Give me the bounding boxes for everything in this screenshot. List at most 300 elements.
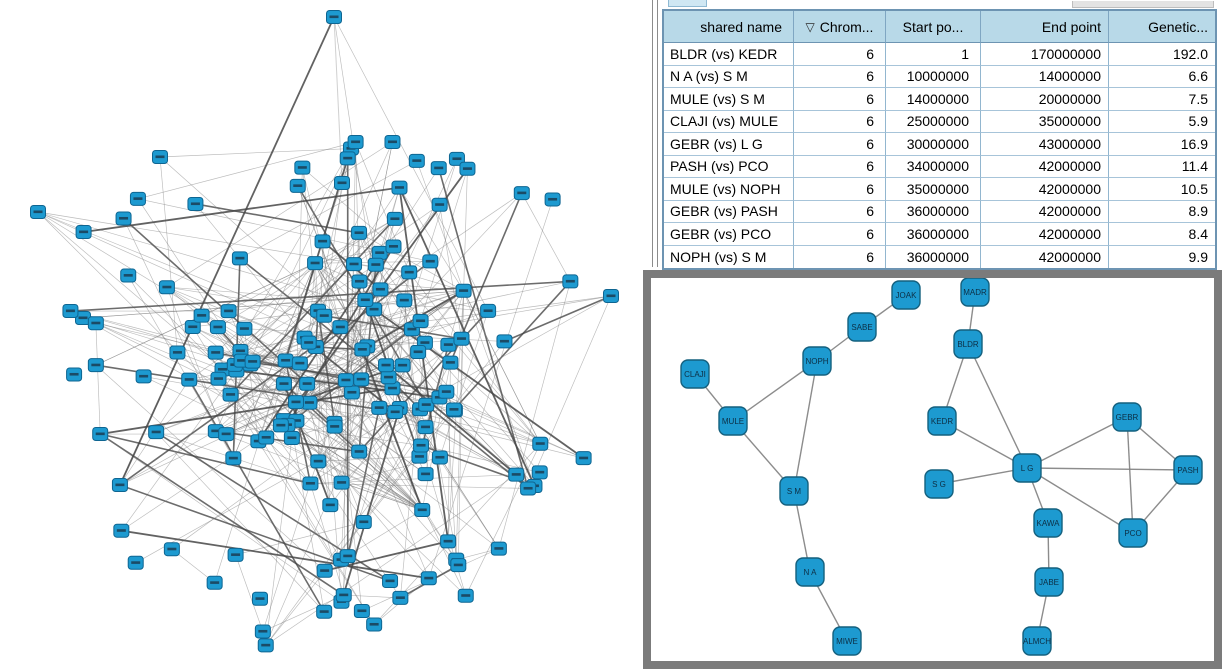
overview-node[interactable] <box>497 335 512 348</box>
overview-node[interactable] <box>208 346 223 359</box>
node-label-smudge <box>386 580 395 583</box>
table-cell: 5.9 <box>1109 111 1215 134</box>
node-label-smudge <box>343 157 352 160</box>
network-node[interactable] <box>925 470 953 498</box>
node-label-smudge <box>167 548 176 551</box>
overview-node[interactable] <box>327 11 342 24</box>
node-label-smudge <box>66 310 75 313</box>
node-label-smudge <box>350 263 359 266</box>
node-label-smudge <box>391 411 400 414</box>
overview-node[interactable] <box>367 618 382 631</box>
node-label-smudge <box>330 16 339 19</box>
overview-node[interactable] <box>76 226 91 239</box>
overview-node[interactable] <box>31 206 46 219</box>
node-label-smudge <box>416 319 425 322</box>
node-label-smudge <box>535 471 544 474</box>
overview-node[interactable] <box>393 591 408 604</box>
node-label-smudge <box>96 433 105 436</box>
overview-node[interactable] <box>112 479 127 492</box>
overview-node[interactable] <box>481 304 496 317</box>
node-label: PCO <box>1124 529 1142 539</box>
table-cell: 35000000 <box>886 178 981 201</box>
network-node[interactable] <box>1035 568 1063 596</box>
table-cell: 14000000 <box>886 88 981 111</box>
table-cell: 8.4 <box>1109 223 1215 246</box>
overview-edge <box>454 410 516 475</box>
table-cell: 1 <box>886 43 981 66</box>
overview-node[interactable] <box>114 524 129 537</box>
table-row[interactable] <box>664 88 1215 111</box>
table-cell: 6 <box>794 111 886 134</box>
node-label-smudge <box>162 286 171 289</box>
overview-node[interactable] <box>411 345 426 358</box>
overview-node[interactable] <box>273 419 288 432</box>
detail-network-canvas[interactable] <box>651 278 1214 661</box>
overview-node[interactable] <box>383 575 398 588</box>
overview-node[interactable] <box>354 373 369 386</box>
node-label-smudge <box>579 457 588 460</box>
overview-node[interactable] <box>352 445 367 458</box>
node-label: NOPH <box>805 357 829 367</box>
node-label-smudge <box>343 555 352 558</box>
node-label-smudge <box>484 309 493 312</box>
overview-node[interactable] <box>340 152 355 165</box>
overview-node[interactable] <box>93 428 108 441</box>
node-label-smudge <box>214 377 223 380</box>
node-label-smudge <box>355 450 364 453</box>
overview-node[interactable] <box>258 639 273 652</box>
node-label-smudge <box>357 378 366 381</box>
overview-node[interactable] <box>509 468 524 481</box>
overview-node[interactable] <box>432 198 447 211</box>
node-label-smudge <box>295 362 304 365</box>
table-cell: 6 <box>794 66 886 89</box>
overview-node[interactable] <box>288 396 303 409</box>
table-cell: PASH (vs) PCO <box>664 156 794 179</box>
table-cell: 42000000 <box>981 156 1109 179</box>
network-node[interactable] <box>803 347 831 375</box>
overview-node[interactable] <box>335 177 350 190</box>
overview-node[interactable] <box>423 255 438 268</box>
overview-node[interactable] <box>302 396 317 409</box>
overview-node[interactable] <box>355 343 370 356</box>
overview-node[interactable] <box>358 293 373 306</box>
node-label-smudge <box>370 623 379 626</box>
node-label-smudge <box>395 186 404 189</box>
table-cell: 6 <box>794 88 886 111</box>
overview-node[interactable] <box>395 359 410 372</box>
node-label-smudge <box>459 289 468 292</box>
overview-node[interactable] <box>136 370 151 383</box>
node-label-smudge <box>91 322 100 325</box>
overview-edge <box>417 161 464 291</box>
overview-node[interactable] <box>301 336 316 349</box>
overview-node[interactable] <box>545 193 560 206</box>
node-label-smudge <box>382 364 391 367</box>
overview-node[interactable] <box>308 257 323 270</box>
network-edge[interactable] <box>1027 468 1188 470</box>
network-node[interactable] <box>954 330 982 358</box>
overview-node[interactable] <box>252 592 267 605</box>
overview-node[interactable] <box>130 192 145 205</box>
table-cell: GEBR (vs) PCO <box>664 223 794 246</box>
table-row[interactable] <box>664 223 1215 246</box>
table-cell: NOPH (vs) S M <box>664 246 794 269</box>
node-label-smudge <box>500 340 509 343</box>
node-label-smudge <box>351 141 360 144</box>
overview-node[interactable] <box>223 388 238 401</box>
overview-node[interactable] <box>576 452 591 465</box>
panel-splitter[interactable] <box>652 0 658 267</box>
node-label-smudge <box>435 456 444 459</box>
overview-node[interactable] <box>315 235 330 248</box>
node-label-smudge <box>370 308 379 311</box>
node-label-smudge <box>133 197 142 200</box>
overview-node[interactable] <box>194 309 209 322</box>
overview-node[interactable] <box>402 266 417 279</box>
overview-node[interactable] <box>456 284 471 297</box>
node-label-smudge <box>235 257 244 260</box>
network-node[interactable] <box>1174 456 1202 484</box>
overview-node[interactable] <box>446 403 461 416</box>
node-label-smudge <box>420 341 429 344</box>
overview-node[interactable] <box>387 212 402 225</box>
horizontal-scrollbar-fragment[interactable] <box>1072 1 1214 8</box>
node-label-smudge <box>444 343 453 346</box>
table-row[interactable] <box>664 43 1215 66</box>
overview-node[interactable] <box>381 371 396 384</box>
node-label-smudge <box>197 314 206 317</box>
overview-node[interactable] <box>532 466 547 479</box>
overview-node[interactable] <box>228 548 243 561</box>
node-label-smudge <box>240 327 249 330</box>
overview-node[interactable] <box>340 550 355 563</box>
table-cell: 6 <box>794 156 886 179</box>
node-label: MULE <box>721 417 745 427</box>
node-label-smudge <box>248 360 257 363</box>
node-label-smudge <box>375 251 384 254</box>
table-cell: 6 <box>794 201 886 224</box>
table-cell: MULE (vs) NOPH <box>664 178 794 201</box>
node-label-smudge <box>426 260 435 263</box>
overview-node[interactable] <box>432 451 447 464</box>
overview-node[interactable] <box>491 542 506 555</box>
table-cell: 170000000 <box>981 43 1109 66</box>
overview-node[interactable] <box>372 401 387 414</box>
column-header-start-po---[interactable] <box>886 11 981 43</box>
network-node[interactable] <box>796 558 824 586</box>
overview-node[interactable] <box>352 275 367 288</box>
node-label: SABE <box>851 323 873 333</box>
overview-node[interactable] <box>317 564 332 577</box>
node-label-smudge <box>191 202 200 205</box>
overview-node[interactable] <box>245 355 260 368</box>
table-cell: 10000000 <box>886 66 981 89</box>
network-edge[interactable] <box>1027 417 1127 468</box>
node-label-smudge <box>320 314 329 317</box>
column-header-label: Genetic... <box>1148 18 1208 35</box>
node-label-smudge <box>139 375 148 378</box>
node-label: L G <box>1020 464 1034 474</box>
overview-node[interactable] <box>210 321 225 334</box>
node-label-smudge <box>357 609 366 612</box>
overview-node[interactable] <box>327 420 342 433</box>
column-header-chrom---[interactable] <box>794 11 886 43</box>
node-label-smudge <box>226 393 235 396</box>
table-cell: 36000000 <box>886 201 981 224</box>
overview-node[interactable] <box>368 258 383 271</box>
table-row[interactable] <box>664 111 1215 134</box>
table-cell: 11.4 <box>1109 156 1215 179</box>
overview-node[interactable] <box>323 499 338 512</box>
node-label-smudge <box>255 597 264 600</box>
node-label: S M <box>786 487 802 497</box>
tab-fragment[interactable] <box>668 0 707 7</box>
overview-node[interactable] <box>460 162 475 175</box>
node-label-smudge <box>412 159 421 162</box>
node-label-smudge <box>211 351 220 354</box>
table-cell: 7.5 <box>1109 88 1215 111</box>
network-node[interactable] <box>719 407 747 435</box>
table-cell: N A (vs) S M <box>664 66 794 89</box>
table-cell: 6.6 <box>1109 66 1215 89</box>
overview-node[interactable] <box>221 305 236 318</box>
table-row[interactable] <box>664 178 1215 201</box>
network-node[interactable] <box>892 281 920 309</box>
table-row[interactable] <box>664 246 1215 269</box>
table-row[interactable] <box>664 66 1215 89</box>
overview-node[interactable] <box>354 604 369 617</box>
overview-node[interactable] <box>352 226 367 239</box>
overview-node[interactable] <box>392 181 407 194</box>
overview-node[interactable] <box>415 504 430 517</box>
overview-node[interactable] <box>458 589 473 602</box>
overview-node[interactable] <box>418 468 433 481</box>
overview-node[interactable] <box>443 356 458 369</box>
overview-node[interactable] <box>67 368 82 381</box>
overview-node[interactable] <box>303 477 318 490</box>
column-header-label: Chrom... <box>819 18 874 35</box>
node-label-smudge <box>358 348 367 351</box>
overview-node[interactable] <box>451 559 466 572</box>
overview-node[interactable] <box>292 357 307 370</box>
overview-node[interactable] <box>121 269 136 282</box>
node-label-smudge <box>131 561 140 564</box>
network-node[interactable] <box>961 278 989 306</box>
node-label-smudge <box>347 391 356 394</box>
table-cell: GEBR (vs) L G <box>664 133 794 156</box>
overview-node[interactable] <box>388 406 403 419</box>
overview-node[interactable] <box>88 359 103 372</box>
network-node[interactable] <box>848 313 876 341</box>
overview-node[interactable] <box>439 385 454 398</box>
overview-node[interactable] <box>311 455 326 468</box>
overview-edge <box>464 291 541 444</box>
network-edge[interactable] <box>794 361 817 491</box>
node-label-smudge <box>400 299 409 302</box>
node-label-smudge <box>298 166 307 169</box>
overview-node[interactable] <box>379 359 394 372</box>
overview-node[interactable] <box>336 589 351 602</box>
overview-node[interactable] <box>413 314 428 327</box>
node-label-smudge <box>156 156 165 159</box>
network-node[interactable] <box>928 407 956 435</box>
node-label-smudge <box>339 594 348 597</box>
overview-node[interactable] <box>149 426 164 439</box>
overview-node[interactable] <box>338 374 353 387</box>
node-label-smudge <box>421 426 430 429</box>
overview-node[interactable] <box>431 162 446 175</box>
node-label-smudge <box>218 368 227 371</box>
column-header-end-point[interactable] <box>981 11 1109 43</box>
node-label: JABE <box>1038 578 1060 588</box>
overview-node[interactable] <box>317 605 332 618</box>
overview-node[interactable] <box>414 439 429 452</box>
overview-node[interactable] <box>372 246 387 259</box>
overview-node[interactable] <box>317 309 332 322</box>
table-row[interactable] <box>664 133 1215 156</box>
node-label-smudge <box>231 553 240 556</box>
node-label-smudge <box>279 382 288 385</box>
node-label-smudge <box>607 295 616 298</box>
overview-node[interactable] <box>454 332 469 345</box>
network-node[interactable] <box>780 477 808 505</box>
node-label: ALMCH <box>1022 637 1052 647</box>
table-cell: 34000000 <box>886 156 981 179</box>
network-node[interactable] <box>833 627 861 655</box>
node-label-smudge <box>444 540 453 543</box>
network-node[interactable] <box>1034 509 1062 537</box>
overview-edge <box>464 169 468 291</box>
overview-node[interactable] <box>153 151 168 164</box>
network-edge[interactable] <box>1127 417 1133 533</box>
edge-attribute-table <box>662 9 1217 270</box>
overview-node[interactable] <box>128 556 143 569</box>
node-label: KAWA <box>1036 519 1060 529</box>
overview-node[interactable] <box>63 305 78 318</box>
overview-node[interactable] <box>334 476 349 489</box>
overview-edge <box>522 193 571 281</box>
overview-node[interactable] <box>232 252 247 265</box>
overview-node[interactable] <box>521 482 536 495</box>
overview-node[interactable] <box>255 625 270 638</box>
column-header-genetic---[interactable] <box>1109 11 1215 43</box>
overview-node[interactable] <box>219 428 234 441</box>
overview-node[interactable] <box>116 212 131 225</box>
column-header-shared-name[interactable] <box>664 11 794 43</box>
network-node[interactable] <box>681 360 709 388</box>
overview-node[interactable] <box>418 421 433 434</box>
node-label: GEBR <box>1115 413 1139 423</box>
overview-node[interactable] <box>347 258 362 271</box>
overview-node[interactable] <box>226 452 241 465</box>
table-cell: 6 <box>794 246 886 269</box>
table-cell: 6 <box>794 178 886 201</box>
network-node[interactable] <box>1013 454 1041 482</box>
overview-node[interactable] <box>182 373 197 386</box>
overview-node[interactable] <box>88 317 103 330</box>
node-label-smudge <box>421 473 430 476</box>
node-label: BLDR <box>957 340 979 350</box>
column-header-label: Start po... <box>902 18 964 35</box>
node-label-smudge <box>258 630 267 633</box>
node-label-smudge <box>396 596 405 599</box>
table-cell: 36000000 <box>886 246 981 269</box>
node-label-smudge <box>512 473 521 476</box>
overview-node[interactable] <box>348 136 363 149</box>
overview-node[interactable] <box>207 576 222 589</box>
node-label-smudge <box>424 577 433 580</box>
overview-edge <box>466 444 541 596</box>
overview-node[interactable] <box>373 283 388 296</box>
overview-node[interactable] <box>397 294 412 307</box>
overview-edge <box>160 149 351 157</box>
overview-node[interactable] <box>295 161 310 174</box>
overview-node[interactable] <box>604 290 619 303</box>
overview-node[interactable] <box>188 197 203 210</box>
table-header-row <box>664 11 1215 43</box>
overview-node[interactable] <box>211 372 226 385</box>
overview-node[interactable] <box>441 535 456 548</box>
node-label: CLAJI <box>684 370 706 380</box>
node-label: S G <box>932 480 946 490</box>
network-node[interactable] <box>1119 519 1147 547</box>
overview-node[interactable] <box>284 431 299 444</box>
table-cell: 8.9 <box>1109 201 1215 224</box>
node-label-smudge <box>185 378 194 381</box>
overview-node[interactable] <box>164 543 179 556</box>
node-label-smudge <box>318 240 327 243</box>
overview-node[interactable] <box>333 321 348 334</box>
overview-node[interactable] <box>170 346 185 359</box>
overview-node[interactable] <box>278 354 293 367</box>
node-label-smudge <box>566 280 575 283</box>
node-label-smudge <box>398 364 407 367</box>
overview-node[interactable] <box>533 437 548 450</box>
node-label-smudge <box>452 157 461 160</box>
network-edge[interactable] <box>968 344 1027 468</box>
overview-edge <box>136 296 611 563</box>
overview-node[interactable] <box>259 431 274 444</box>
overview-node[interactable] <box>409 154 424 167</box>
overview-node[interactable] <box>421 572 436 585</box>
overview-node[interactable] <box>237 322 252 335</box>
overview-node[interactable] <box>386 240 401 253</box>
table-row[interactable] <box>664 156 1215 179</box>
overview-node[interactable] <box>300 377 315 390</box>
node-label-smudge <box>224 310 233 313</box>
node-label-smudge <box>415 455 424 458</box>
overview-node[interactable] <box>356 515 371 528</box>
overview-node[interactable] <box>514 187 529 200</box>
node-label-smudge <box>548 198 557 201</box>
table-row[interactable] <box>664 201 1215 224</box>
table-cell: 6 <box>794 133 886 156</box>
overview-node[interactable] <box>344 386 359 399</box>
node-label-smudge <box>330 425 339 428</box>
funnel-icon[interactable]: ▽ <box>805 19 815 34</box>
node-label-smudge <box>355 280 364 283</box>
network-node[interactable] <box>1113 403 1141 431</box>
overview-node[interactable] <box>290 179 305 192</box>
node-label-smudge <box>405 271 414 274</box>
overview-node[interactable] <box>563 275 578 288</box>
overview-node[interactable] <box>159 281 174 294</box>
overview-node[interactable] <box>276 377 291 390</box>
overview-node[interactable] <box>385 136 400 149</box>
table-cell: BLDR (vs) KEDR <box>664 43 794 66</box>
network-node[interactable] <box>1023 627 1051 655</box>
